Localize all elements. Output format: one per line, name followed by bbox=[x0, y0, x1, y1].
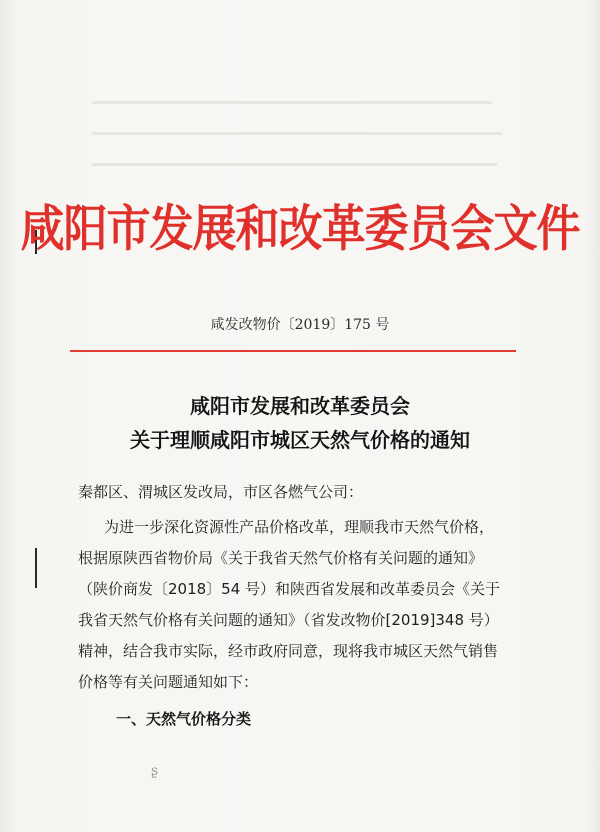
document-header-title: 咸阳市发展和改革委员会文件 bbox=[20, 200, 580, 258]
notice-title-line-1: 咸阳市发展和改革委员会 bbox=[190, 394, 410, 418]
body-line: 为进一步深化资源性产品价格改革，理顺我市天然气价格， bbox=[104, 518, 495, 536]
body-line: 我省天然气价格有关问题的通知》（省发改物价[2019]348 号） bbox=[78, 611, 499, 629]
body-line: 根据原陕西省物价局《关于我省天然气价格有关问题的通知》 bbox=[78, 549, 484, 567]
body-line: 价格等有关问题通知如下： bbox=[78, 673, 259, 691]
document-number: 咸发改物价〔2019〕175 号 bbox=[210, 317, 390, 333]
bleed-through-line bbox=[92, 163, 497, 166]
body-line: 精神，结合我市实际，经市政府同意，现将我市城区天然气销售 bbox=[78, 642, 499, 660]
body-line-addressee: 秦都区、渭城区发改局，市区各燃气公司： bbox=[78, 483, 364, 501]
section-heading: 一、天然气价格分类 bbox=[116, 710, 252, 728]
red-divider-rule bbox=[70, 350, 516, 352]
body-line: （陕价商发〔2018〕54 号）和陕西省发展和改革委员会《关于 bbox=[78, 580, 501, 598]
bleed-through-line bbox=[92, 132, 502, 135]
notice-title-line-2: 关于理顺咸阳市城区天然气价格的通知 bbox=[130, 428, 470, 452]
ink-smudge: ʂ bbox=[151, 763, 159, 779]
margin-mark bbox=[35, 548, 37, 588]
bleed-through-line bbox=[92, 101, 492, 104]
